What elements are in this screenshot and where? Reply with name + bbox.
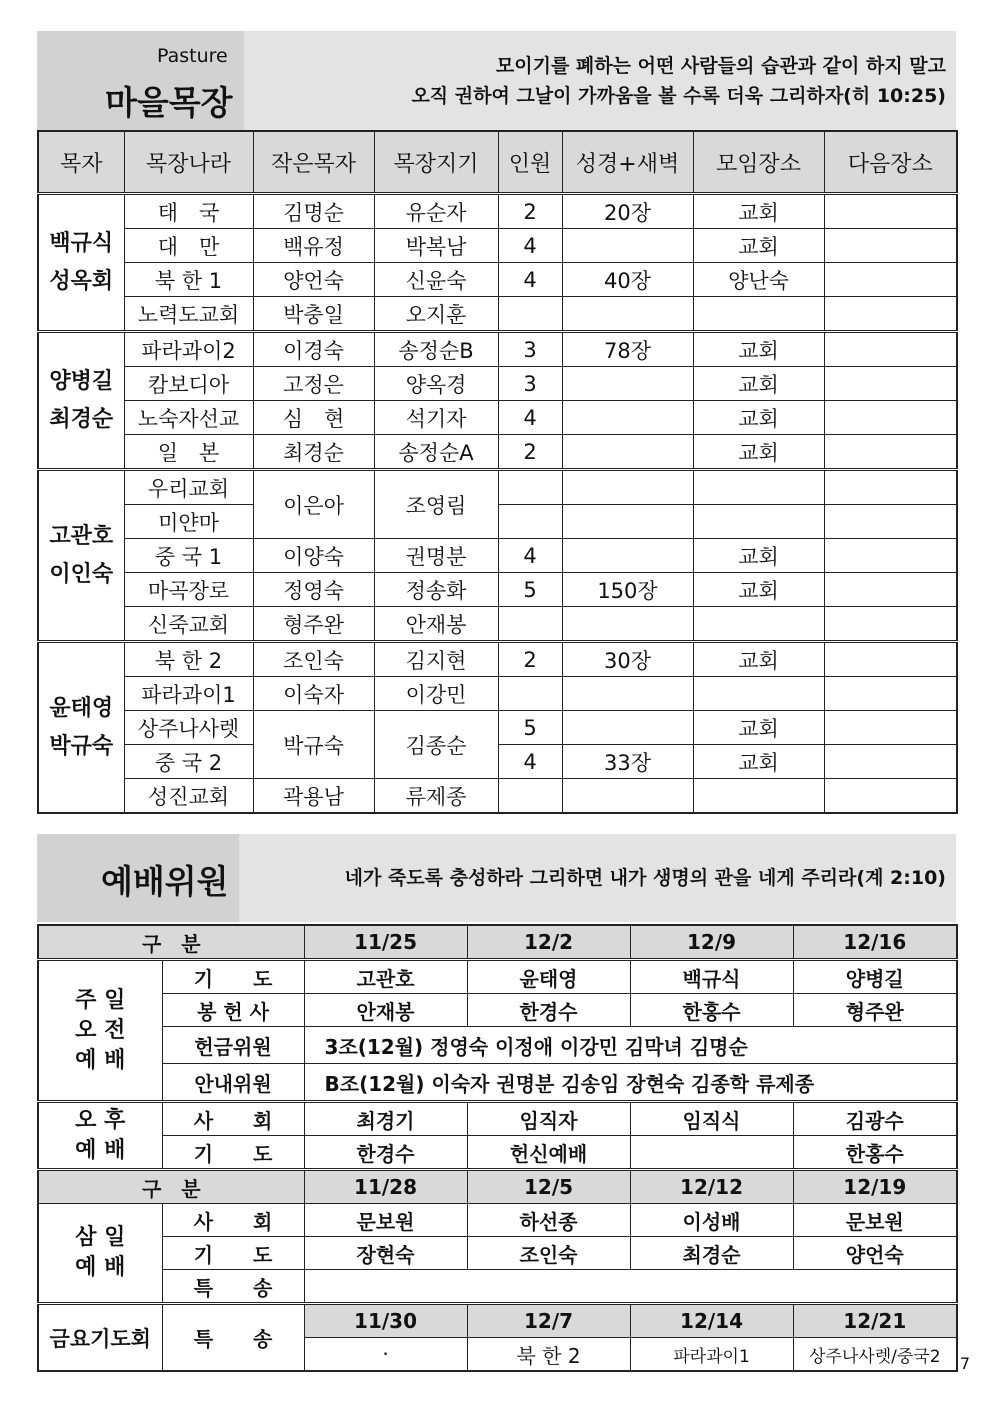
table-row	[38, 332, 957, 367]
country-cell: 마곡장로	[124, 573, 253, 607]
name-cell: 양언숙	[793, 1237, 957, 1270]
place-cell	[693, 470, 824, 505]
bible-cell: 20장	[562, 194, 693, 229]
special-song-cell: 파라과이1	[630, 1338, 793, 1372]
table-row	[38, 1136, 957, 1170]
name-cell: 임직식	[630, 1102, 793, 1136]
table-row	[38, 1064, 957, 1102]
bible-cell: 78장	[562, 332, 693, 367]
role-label: 봉 헌 사	[162, 994, 304, 1027]
place-cell	[693, 677, 824, 711]
date-cell: 11/30	[304, 1304, 467, 1338]
place-cell	[693, 607, 824, 642]
small-shepherd-cell: 곽용남	[253, 779, 374, 814]
bible-cell	[562, 505, 693, 539]
table-row	[38, 1027, 957, 1064]
country-cell: 북 한 1	[124, 263, 253, 297]
pasture-english-label: Pasture	[157, 45, 228, 67]
country-cell: 대 만	[124, 229, 253, 263]
small-shepherd-cell: 이양숙	[253, 539, 374, 573]
table-row	[38, 229, 957, 263]
role-label: 사 회	[162, 1204, 304, 1237]
table-row	[38, 573, 957, 607]
group-leader: 윤태영 박규숙	[38, 642, 124, 814]
keeper-cell: 송정순A	[374, 435, 498, 470]
place-cell: 교회	[693, 573, 824, 607]
name-cell: 한홍수	[793, 1136, 957, 1170]
friday-date-row	[38, 1304, 957, 1338]
keeper-cell: 이강민	[374, 677, 498, 711]
bible-cell	[562, 470, 693, 505]
table-row	[38, 745, 957, 779]
place-cell: 교회	[693, 642, 824, 677]
place-cell	[693, 779, 824, 814]
place-cell: 교회	[693, 367, 824, 401]
name-cell: 안재봉	[304, 994, 467, 1027]
group-leader: 백규식 성옥회	[38, 194, 124, 332]
country-cell: 태 국	[124, 194, 253, 229]
role-label: 특 송	[162, 1270, 304, 1304]
place-cell: 교회	[693, 745, 824, 779]
group-leader: 고관호 이인숙	[38, 470, 124, 642]
next-place-cell	[824, 573, 957, 607]
keeper-cell: 박복남	[374, 229, 498, 263]
sunday-afternoon-label: 오 후 예 배	[38, 1102, 162, 1170]
bible-cell	[562, 677, 693, 711]
role-label: 특 송	[162, 1304, 304, 1372]
pasture-title-box	[37, 31, 244, 130]
country-cell: 우리교회	[124, 470, 253, 505]
count-cell: 2	[498, 194, 562, 229]
count-cell: 4	[498, 745, 562, 779]
date-cell: 12/14	[630, 1304, 793, 1338]
wednesday-label: 삼 일 예 배	[38, 1204, 162, 1304]
division-label: 구 분	[38, 1170, 304, 1204]
bible-cell: 33장	[562, 745, 693, 779]
next-place-cell	[824, 263, 957, 297]
place-cell	[693, 505, 824, 539]
keeper-cell: 신윤숙	[374, 263, 498, 297]
table-row	[38, 470, 957, 505]
small-shepherd-cell: 정영숙	[253, 573, 374, 607]
role-label: 사 회	[162, 1102, 304, 1136]
table-row	[38, 367, 957, 401]
small-shepherd-cell: 양언숙	[253, 263, 374, 297]
pasture-header-row	[38, 131, 957, 194]
next-place-cell	[824, 677, 957, 711]
pasture-table	[37, 130, 958, 814]
role-label: 안내위원	[162, 1064, 304, 1102]
next-place-cell	[824, 779, 957, 814]
bible-cell	[562, 297, 693, 332]
sunday-morning-label: 주 일 오 전 예 배	[38, 960, 162, 1102]
count-cell: 3	[498, 332, 562, 367]
name-cell: 임직자	[467, 1102, 630, 1136]
name-cell: 최경기	[304, 1102, 467, 1136]
role-label: 기 도	[162, 960, 304, 994]
date-cell: 12/2	[467, 925, 630, 960]
pasture-verse: 모이기를 폐하는 어떤 사람들의 습관과 같이 하지 말고 오직 권하여 그날이 가까움을 볼 수록 더욱 그리하자(히 10:25)	[411, 55, 946, 107]
count-cell: 4	[498, 263, 562, 297]
col-header-place: 모임장소	[693, 131, 824, 194]
bible-cell: 150장	[562, 573, 693, 607]
date-cell: 12/7	[467, 1304, 630, 1338]
country-cell: 파라과이1	[124, 677, 253, 711]
count-cell	[498, 779, 562, 814]
place-cell	[693, 297, 824, 332]
bible-cell	[562, 367, 693, 401]
small-shepherd-cell: 조인숙	[253, 642, 374, 677]
name-cell: 김광수	[793, 1102, 957, 1136]
table-row	[38, 539, 957, 573]
count-cell: 5	[498, 573, 562, 607]
date-cell: 11/28	[304, 1170, 467, 1204]
small-shepherd-cell: 백유정	[253, 229, 374, 263]
count-cell	[498, 607, 562, 642]
table-row	[38, 642, 957, 677]
worship-table	[37, 924, 958, 1372]
bible-cell	[562, 711, 693, 745]
bible-cell	[562, 229, 693, 263]
worship-title-box	[37, 834, 239, 922]
small-shepherd-cell: 이숙자	[253, 677, 374, 711]
name-cell: 윤태영	[467, 960, 630, 994]
name-cell: 백규식	[630, 960, 793, 994]
pasture-header-band	[37, 31, 956, 130]
count-cell: 3	[498, 367, 562, 401]
place-cell: 교회	[693, 401, 824, 435]
small-shepherd-cell: 최경순	[253, 435, 374, 470]
name-cell: 장현숙	[304, 1237, 467, 1270]
bible-cell: 30장	[562, 642, 693, 677]
col-header-count: 인원	[498, 131, 562, 194]
special-song-cell: ·	[304, 1338, 467, 1372]
col-header-small-shepherd: 작은목자	[253, 131, 374, 194]
country-cell: 성진교회	[124, 779, 253, 814]
country-cell: 일 본	[124, 435, 253, 470]
table-row	[38, 994, 957, 1027]
keeper-cell: 유순자	[374, 194, 498, 229]
table-row	[38, 435, 957, 470]
small-shepherd-cell: 박규숙	[253, 711, 374, 779]
table-row	[38, 1102, 957, 1136]
keeper-cell: 조영림	[374, 470, 498, 539]
name-cell: 하선종	[467, 1204, 630, 1237]
bible-cell	[562, 435, 693, 470]
keeper-cell: 안재봉	[374, 607, 498, 642]
col-header-bible: 성경+새벽	[562, 131, 693, 194]
next-place-cell	[824, 194, 957, 229]
name-cell: 형주완	[793, 994, 957, 1027]
name-cell: 헌신예배	[467, 1136, 630, 1170]
next-place-cell	[824, 367, 957, 401]
col-header-country: 목장나라	[124, 131, 253, 194]
worship-title: 예배위원	[101, 862, 229, 901]
country-cell: 캄보디아	[124, 367, 253, 401]
table-row	[38, 1237, 957, 1270]
small-shepherd-cell: 고정은	[253, 367, 374, 401]
place-cell: 교회	[693, 229, 824, 263]
count-cell	[498, 677, 562, 711]
usher-committee: B조(12월) 이숙자 권명분 김송임 장현숙 김종학 류제종	[304, 1064, 957, 1102]
bible-cell	[562, 539, 693, 573]
col-header-shepherd: 목자	[38, 131, 124, 194]
friday-label: 금요기도회	[38, 1304, 162, 1372]
special-song-cell: 상주나사렛/중국2	[793, 1338, 957, 1372]
count-cell: 4	[498, 401, 562, 435]
role-label: 기 도	[162, 1237, 304, 1270]
worship-verse: 네가 죽도록 충성하라 그리하면 내가 생명의 관을 네게 주리라(계 2:10)	[344, 867, 946, 889]
next-place-cell	[824, 539, 957, 573]
col-header-keeper: 목장지기	[374, 131, 498, 194]
next-place-cell	[824, 229, 957, 263]
country-cell: 신죽교회	[124, 607, 253, 642]
worship-header-band	[37, 834, 956, 922]
pasture-title: 마을목장	[105, 83, 233, 122]
keeper-cell: 정송화	[374, 573, 498, 607]
next-place-cell	[824, 470, 957, 505]
small-shepherd-cell: 김명순	[253, 194, 374, 229]
keeper-cell: 송정순B	[374, 332, 498, 367]
special-song-cell	[304, 1270, 957, 1304]
small-shepherd-cell: 이은아	[253, 470, 374, 539]
keeper-cell: 류제종	[374, 779, 498, 814]
name-cell	[630, 1136, 793, 1170]
count-cell	[498, 297, 562, 332]
keeper-cell: 오지훈	[374, 297, 498, 332]
name-cell: 고관호	[304, 960, 467, 994]
page-number: 7	[959, 1354, 970, 1373]
count-cell: 2	[498, 642, 562, 677]
date-cell: 12/9	[630, 925, 793, 960]
name-cell: 조인숙	[467, 1237, 630, 1270]
country-cell: 노숙자선교	[124, 401, 253, 435]
next-place-cell	[824, 745, 957, 779]
name-cell: 이성배	[630, 1204, 793, 1237]
next-place-cell	[824, 401, 957, 435]
country-cell: 중 국 2	[124, 745, 253, 779]
bible-cell	[562, 401, 693, 435]
country-cell: 상주나사렛	[124, 711, 253, 745]
table-row	[38, 1204, 957, 1237]
place-cell: 교회	[693, 539, 824, 573]
division-label: 구 분	[38, 925, 304, 960]
small-shepherd-cell: 형주완	[253, 607, 374, 642]
place-cell: 교회	[693, 711, 824, 745]
table-row	[38, 194, 957, 229]
table-row	[38, 711, 957, 745]
keeper-cell: 김지현	[374, 642, 498, 677]
table-row	[38, 1270, 957, 1304]
small-shepherd-cell: 이경숙	[253, 332, 374, 367]
count-cell: 4	[498, 229, 562, 263]
date-cell: 12/16	[793, 925, 957, 960]
col-header-next-place: 다음장소	[824, 131, 957, 194]
country-cell: 북 한 2	[124, 642, 253, 677]
date-cell: 12/21	[793, 1304, 957, 1338]
table-row	[38, 677, 957, 711]
small-shepherd-cell: 박충일	[253, 297, 374, 332]
name-cell: 문보원	[793, 1204, 957, 1237]
name-cell: 양병길	[793, 960, 957, 994]
country-cell: 노력도교회	[124, 297, 253, 332]
sunday-date-row	[38, 925, 957, 960]
count-cell: 2	[498, 435, 562, 470]
keeper-cell: 석기자	[374, 401, 498, 435]
table-row	[38, 263, 957, 297]
bible-cell	[562, 779, 693, 814]
table-row	[38, 779, 957, 814]
count-cell	[498, 505, 562, 539]
name-cell: 한홍수	[630, 994, 793, 1027]
table-row	[38, 607, 957, 642]
keeper-cell: 김종순	[374, 711, 498, 779]
keeper-cell: 양옥경	[374, 367, 498, 401]
role-label: 헌금위원	[162, 1027, 304, 1064]
place-cell: 양난숙	[693, 263, 824, 297]
next-place-cell	[824, 297, 957, 332]
name-cell: 한경수	[304, 1136, 467, 1170]
offering-committee: 3조(12월) 정영숙 이정애 이강민 김막녀 김명순	[304, 1027, 957, 1064]
next-place-cell	[824, 332, 957, 367]
country-cell: 미얀마	[124, 505, 253, 539]
country-cell: 파라과이2	[124, 332, 253, 367]
table-row	[38, 297, 957, 332]
name-cell: 문보원	[304, 1204, 467, 1237]
next-place-cell	[824, 435, 957, 470]
count-cell: 5	[498, 711, 562, 745]
next-place-cell	[824, 505, 957, 539]
date-cell: 12/19	[793, 1170, 957, 1204]
place-cell: 교회	[693, 332, 824, 367]
next-place-cell	[824, 642, 957, 677]
count-cell	[498, 470, 562, 505]
name-cell: 최경순	[630, 1237, 793, 1270]
role-label: 기 도	[162, 1136, 304, 1170]
wednesday-date-row	[38, 1170, 957, 1204]
group-leader: 양병길 최경순	[38, 332, 124, 470]
table-row	[38, 401, 957, 435]
bible-cell: 40장	[562, 263, 693, 297]
place-cell: 교회	[693, 435, 824, 470]
bible-cell	[562, 607, 693, 642]
name-cell: 한경수	[467, 994, 630, 1027]
date-cell: 12/12	[630, 1170, 793, 1204]
date-cell: 11/25	[304, 925, 467, 960]
date-cell: 12/5	[467, 1170, 630, 1204]
keeper-cell: 권명분	[374, 539, 498, 573]
table-row	[38, 960, 957, 994]
place-cell: 교회	[693, 194, 824, 229]
table-row	[38, 505, 957, 539]
next-place-cell	[824, 711, 957, 745]
next-place-cell	[824, 607, 957, 642]
country-cell: 중 국 1	[124, 539, 253, 573]
small-shepherd-cell: 심 현	[253, 401, 374, 435]
count-cell: 4	[498, 539, 562, 573]
special-song-cell: 북 한 2	[467, 1338, 630, 1372]
